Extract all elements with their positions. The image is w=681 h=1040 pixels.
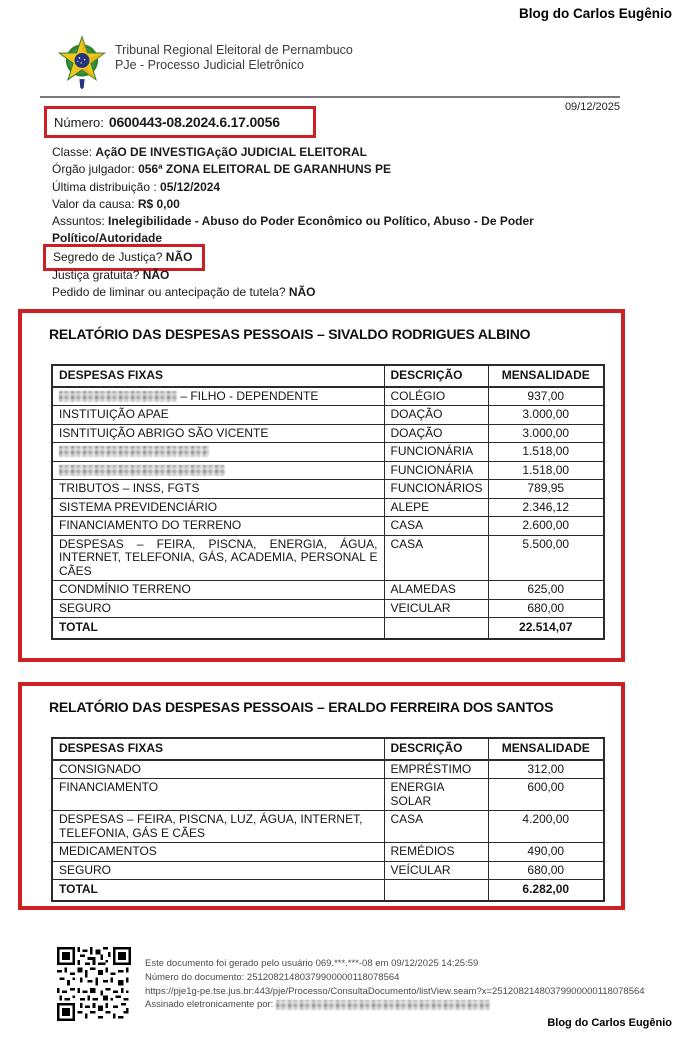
col-despesas-fixas: DESPESAS FIXAS xyxy=(52,738,384,760)
report1-title: RELATÓRIO DAS DESPESAS PESSOAIS – SIVALDO RODRIGUES ALBINO xyxy=(49,326,531,342)
report2-expenses-table xyxy=(51,737,605,902)
header-divider xyxy=(40,96,620,98)
footer-signature-line: Assinado eletronicamente por: xyxy=(145,998,665,1012)
table-row: CONSIGNADO EMPRÉSTIMO 312,00 xyxy=(52,760,604,779)
table-row: INSTITUIÇÃO APAE DOAÇÃO 3.000,00 xyxy=(52,406,604,425)
process-number-highlight-box xyxy=(44,106,316,138)
document-footer-info xyxy=(145,957,665,1012)
field-valor-da-causa: Valor da causa: R$ 0,00 xyxy=(52,196,180,211)
table-row: CONDMÍNIO TERRENO ALAMEDAS 625,00 xyxy=(52,581,604,600)
table-header-row xyxy=(52,365,604,387)
field-classe: Classe: AçãO DE INVESTIGAçãO JUDICIAL ELEITORAL xyxy=(52,145,367,159)
generation-date: 09/12/2025 xyxy=(564,101,620,113)
col-despesas-fixas: DESPESAS FIXAS xyxy=(52,365,384,387)
report2-title: RELATÓRIO DAS DESPESAS PESSOAIS – ERALDO FERREIRA DOS SANTOS xyxy=(49,699,554,715)
field-justica-gratuita: Justiça gratuita? NÃO xyxy=(52,268,170,283)
numero-label: Número: xyxy=(54,114,104,130)
col-descricao: DESCRIÇÃO xyxy=(384,365,488,387)
process-details xyxy=(52,144,586,302)
redacted-signature xyxy=(276,1000,490,1010)
table-row: – FILHO - DEPENDENTE COLÉGIO 937,00 xyxy=(52,387,604,406)
redacted-name xyxy=(59,446,209,457)
report-box-sivaldo xyxy=(18,309,625,662)
table-row: FINANCIAMENTO DO TERRENO CASA 2.600,00 xyxy=(52,517,604,536)
redacted-name xyxy=(59,391,177,402)
report1-expenses-table xyxy=(51,364,605,640)
table-row: SISTEMA PREVIDENCIÁRIO ALEPE 2.346,12 xyxy=(52,498,604,517)
table-row: FUNCIONÁRIA 1.518,00 xyxy=(52,443,604,462)
table-row: ISNTITUIÇÃO ABRIGO SÃO VICENTE DOAÇÃO 3.000,00 xyxy=(52,424,604,443)
col-mensalidade: MENSALIDADE xyxy=(488,738,604,760)
org-title-block xyxy=(115,43,353,72)
report-box-eraldo xyxy=(18,682,625,910)
field-ultima-distribuicao: Última distribuição : 05/12/2024 xyxy=(52,179,221,194)
table-row: SEGURO VEICULAR 680,00 xyxy=(52,599,604,618)
numero-value: 0600443-08.2024.6.17.0056 xyxy=(108,114,280,130)
table-row: FUNCIONÁRIA 1.518,00 xyxy=(52,461,604,480)
system-name: PJe - Processo Judicial Eletrônico xyxy=(115,57,304,72)
field-segredo-de-justica xyxy=(52,248,586,267)
footer-consulta-url: https://pje1g-pe.tse.jus.br:443/pje/Processo/ConsultaDocumento/listView.seam?x=25120821480379900000118078564 xyxy=(145,985,645,997)
blog-watermark-bottom: Blog do Carlos Eugênio xyxy=(547,1017,672,1029)
table-row: DESPESAS – FEIRA, PISCNA, LUZ, ÁGUA, INTERNET, TELEFONIA, GÁS E CÃES CASA 4.200,00 xyxy=(52,811,604,843)
org-name: Tribunal Regional Eleitoral de Pernambuco xyxy=(115,43,353,57)
footer-generated-line: Este documento foi gerado pelo usuário 069.***.***-08 em 09/12/2025 14:25:59 xyxy=(145,958,479,969)
segredo-highlight-box: Segredo de Justiça? NÃO xyxy=(43,244,205,271)
col-mensalidade: MENSALIDADE xyxy=(488,365,604,387)
redacted-name xyxy=(59,465,225,476)
table-row: TRIBUTOS – INSS, FGTS FUNCIONÁRIOS 789,95 xyxy=(52,480,604,499)
field-pedido-liminar: Pedido de liminar ou antecipação de tutela? NÃO xyxy=(52,285,316,300)
table-row: DESPESAS – FEIRA, PISCNA, ENERGIA, ÁGUA, INTERNET, TELEFONIA, GÁS, ACADEMIA, PERSONAL E CÃES CASA 5.500,00 xyxy=(52,535,604,581)
table-row: MEDICAMENTOS REMÉDIOS 490,00 xyxy=(52,843,604,862)
brazil-coat-of-arms-logo xyxy=(56,35,108,91)
field-orgao-julgador: Órgão julgador: 056ª ZONA ELEITORAL DE GARANHUNS PE xyxy=(52,162,391,177)
table-row: FINANCIAMENTO ENERGIA SOLAR 600,00 xyxy=(52,779,604,811)
total-row: TOTAL 22.514,07 xyxy=(52,618,604,639)
footer-document-number: Número do documento: 25120821480379900000118078564 xyxy=(145,971,400,983)
col-descricao: DESCRIÇÃO xyxy=(384,738,488,760)
field-assuntos: Assuntos: Inelegibilidade - Abuso do Poder Econômico ou Político, Abuso - De Poder Político/Autoridade xyxy=(52,214,534,246)
blog-watermark-top: Blog do Carlos Eugênio xyxy=(518,6,672,21)
table-header-row xyxy=(52,738,604,760)
total-row: TOTAL 6.282,00 xyxy=(52,880,604,901)
qr-code-icon xyxy=(57,946,131,1022)
table-row: SEGURO VEÍCULAR 680,00 xyxy=(52,861,604,880)
